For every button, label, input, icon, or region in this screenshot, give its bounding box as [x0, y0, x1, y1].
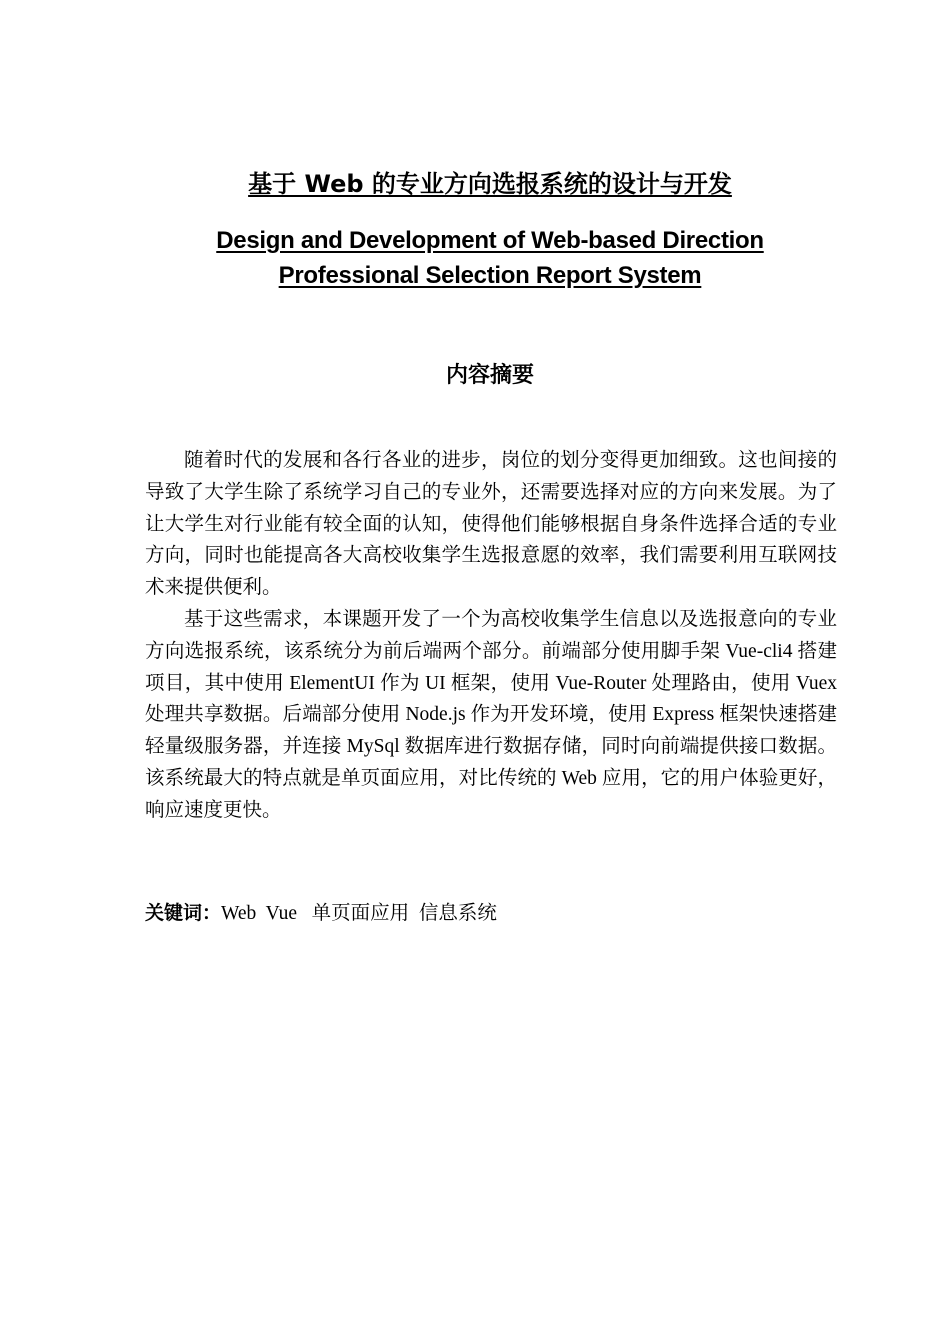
english-title: [145, 223, 835, 293]
keywords-line: [145, 897, 837, 930]
abstract-body: [145, 445, 837, 827]
english-title-line-1: Design and Development of Web-based Direction: [216, 227, 764, 254]
english-title-line-2: Professional Selection Report System: [278, 262, 702, 289]
abstract-heading: 内容摘要: [445, 363, 534, 388]
abstract-paragraph-2: 基于这些需求，本课题开发了一个为高校收集学生信息以及选报意向的专业方向选报系统，该系统分为前后端两个部分。前端部分使用脚手架 Vue-cli4 搭建项目，其中使用 ElementUI 作为 UI 框架，使用 Vue-Router 处理路由，使用 Vuex 处理共享数据。后端部分使用 Node.js 作为开发环境，使用 Express 框架快速搭建轻量级服务器，并连接 MySql 数据库进行数据存储，同时向前端提供接口数据。该系统最大的特点就是单页面应用，对比传统的 Web 应用，它的用户体验更好，响应速度更快。: [145, 608, 837, 821]
chinese-title: 基于 Web 的专业方向选报系统的设计与开发: [248, 170, 732, 198]
keywords-label: 关键词：: [145, 902, 222, 924]
abstract-paragraph-1: 随着时代的发展和各行各业的进步，岗位的划分变得更加细致。这也间接的导致了大学生除了系统学习自己的专业外，还需要选择对应的方向来发展。为了让大学生对行业能有较全面的认知，使得他们能够根据自身条件选择合适的专业方向，同时也能提高各大高校收集学生选报意愿的效率，我们需要利用互联网技术来提供便利。: [145, 450, 837, 599]
keywords-value: Web Vue 单页面应用 信息系统: [221, 903, 497, 924]
